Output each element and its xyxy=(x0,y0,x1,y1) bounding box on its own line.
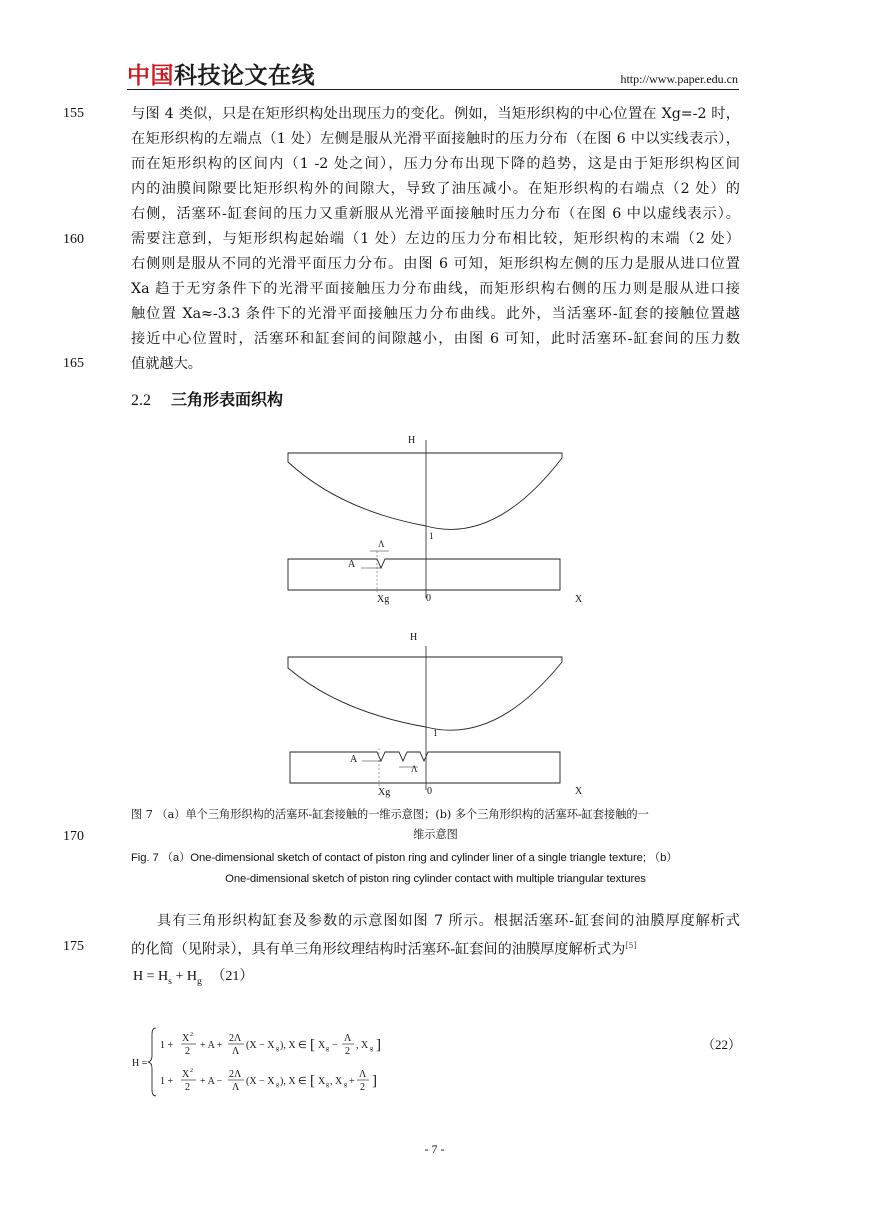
svg-text:X: X xyxy=(318,1076,326,1087)
svg-text:+ A −: + A − xyxy=(200,1076,223,1087)
figure-7a xyxy=(288,435,583,605)
svg-text:g: g xyxy=(326,1082,329,1088)
svg-text:Λ: Λ xyxy=(359,1069,367,1080)
body-line: 接近中心位置时，活塞环和缸套间的间隙越小，由图 6 可知，此时活塞环-缸套间的压力数 xyxy=(131,331,740,347)
x-axis-label: X xyxy=(575,786,583,797)
cylinder-liner xyxy=(288,559,560,590)
body-line: 值就越大。 xyxy=(131,356,202,372)
logo-dark-text: 科技论文在线 xyxy=(174,63,315,89)
site-logo xyxy=(127,62,315,90)
h-axis-label: H xyxy=(408,435,416,446)
svg-text:+ A +: + A + xyxy=(200,1040,223,1051)
eq22-row-2 xyxy=(160,1068,377,1093)
line-number: 165 xyxy=(63,356,84,371)
eq22-row-1 xyxy=(160,1032,381,1057)
equation-21 xyxy=(133,965,253,987)
body-line: 右侧则是服从不同的光滑平面压力分布。由图 6 可知，矩形织构左侧的压力是服从进口位置 xyxy=(131,256,740,272)
zero-label: 0 xyxy=(427,786,432,797)
line-number: 175 xyxy=(63,939,84,954)
figure-7 xyxy=(280,428,590,808)
header-divider xyxy=(127,89,739,90)
svg-text:), X ∈: ), X ∈ xyxy=(280,1040,307,1051)
eq22-label: （22） xyxy=(702,1037,742,1052)
lambda-label: Λ xyxy=(378,539,385,549)
xg-label: Xg xyxy=(378,787,391,798)
eq21-sub-s: s xyxy=(168,975,172,987)
cylinder-liner xyxy=(290,752,560,783)
body-line: 在矩形织构的左端点（1 处）左侧是服从光滑平面接触时的压力分布（在图 6 中以实线表示）， xyxy=(131,131,740,147)
svg-text:(X − X: (X − X xyxy=(246,1040,275,1051)
svg-text:1 +: 1 + xyxy=(160,1076,174,1087)
svg-text:, X: , X xyxy=(330,1076,343,1087)
eq21-label: （21） xyxy=(211,969,254,984)
marker-1: 1 xyxy=(429,531,434,541)
svg-text:Λ: Λ xyxy=(232,1046,240,1057)
header-url[interactable]: http://www.paper.edu.cn xyxy=(620,72,738,86)
eq21-sub-g: g xyxy=(196,975,202,987)
eq22-lhs: H = xyxy=(132,1058,148,1069)
marker-1: 1 xyxy=(433,728,438,738)
section-number: 2.2 xyxy=(131,392,151,409)
line-number: 160 xyxy=(63,232,84,247)
svg-text:2: 2 xyxy=(190,1068,193,1074)
lambda-label: Λ xyxy=(411,764,418,774)
svg-text:g: g xyxy=(276,1082,279,1088)
svg-text:−: − xyxy=(332,1040,338,1051)
svg-text:]: ] xyxy=(372,1073,377,1089)
svg-text:X: X xyxy=(182,1033,190,1044)
body-line: 触位置 Xa≈-3.3 条件下的光滑平面接触压力分布曲线。此外，当活塞环-缸套的接触位置越 xyxy=(131,306,740,322)
svg-text:g: g xyxy=(370,1046,373,1052)
x-axis-label: X xyxy=(575,594,583,605)
svg-text:g: g xyxy=(326,1046,329,1052)
section-heading xyxy=(131,389,283,412)
svg-text:, X: , X xyxy=(356,1040,369,1051)
eq21-lhs: H = H xyxy=(133,969,169,984)
piston-ring xyxy=(288,657,562,730)
a-label: A xyxy=(348,559,356,570)
svg-text:g: g xyxy=(276,1046,279,1052)
body-line: 与图 4 类似，只是在矩形织构处出现压力的变化。例如，当矩形织构的中心位置在 Xg=-2 时， xyxy=(131,106,740,122)
logo-red-text: 中国 xyxy=(127,63,174,89)
xg-label: Xg xyxy=(377,594,390,605)
svg-text:(X − X: (X − X xyxy=(246,1076,275,1087)
svg-text:2: 2 xyxy=(360,1082,365,1093)
eq21-plus: + H xyxy=(171,969,197,984)
svg-text:2: 2 xyxy=(345,1046,350,1057)
zero-label: 0 xyxy=(426,593,431,604)
svg-text:Λ: Λ xyxy=(232,1082,240,1093)
svg-text:]: ] xyxy=(376,1037,381,1053)
svg-text:+: + xyxy=(349,1076,355,1087)
brace xyxy=(148,1028,156,1096)
svg-text:1 +: 1 + xyxy=(160,1040,174,1051)
svg-text:2: 2 xyxy=(185,1046,190,1057)
body-line-text: 的化简（见附录），具有单三角形纹理结构时活塞环-缸套间的油膜厚度解析式为 xyxy=(131,941,626,958)
svg-text:g: g xyxy=(344,1082,347,1088)
svg-text:), X ∈: ), X ∈ xyxy=(280,1076,307,1087)
svg-text:[: [ xyxy=(310,1073,315,1089)
line-number: 170 xyxy=(63,829,84,844)
equation-22 xyxy=(130,1022,430,1102)
figure-caption-zh: 图 7 （a）单个三角形织构的活塞环-缸套接触的一维示意图；(b) 多个三角形织构的活塞环-缸套接触的一 xyxy=(131,808,649,821)
citation-ref[interactable]: [5] xyxy=(625,941,637,950)
h-axis-label: H xyxy=(410,632,418,643)
body-line: 而在矩形织构的区间内（1 -2 处之间），压力分布出现下降的趋势，这是由于矩形织构区间 xyxy=(131,156,740,172)
line-number: 155 xyxy=(63,106,84,121)
body-line xyxy=(131,936,740,960)
svg-text:2: 2 xyxy=(190,1032,193,1038)
page-number: - 7 - xyxy=(424,1142,445,1156)
svg-text:2: 2 xyxy=(185,1082,190,1093)
piston-ring xyxy=(288,453,562,529)
svg-text:X: X xyxy=(182,1069,190,1080)
a-label: A xyxy=(350,754,358,765)
figure-caption-en: Fig. 7 （a）One-dimensional sketch of contact of piston ring and cylinder liner of a single triangle texture; （b） xyxy=(131,852,678,864)
svg-text:[: [ xyxy=(310,1037,315,1053)
svg-text:Λ: Λ xyxy=(344,1033,352,1044)
svg-text:2Λ: 2Λ xyxy=(229,1033,242,1044)
body-line: 右侧，活塞环-缸套间的压力又重新服从光滑平面接触时压力分布（在图 6 中以虚线表示）。 xyxy=(131,206,740,222)
body-line: 内的油膜间隙要比矩形织构外的间隙大，导致了油压减小。在矩形织构的右端点（2 处）的 xyxy=(131,181,740,197)
body-line: 具有三角形织构缸套及参数的示意图如图 7 所示。根据活塞环-缸套间的油膜厚度解析式 xyxy=(157,913,740,929)
section-title: 三角形表面织构 xyxy=(171,390,284,409)
figure-7b xyxy=(288,632,583,798)
figure-caption-zh-cont: 维示意图 xyxy=(413,828,458,841)
body-line: Xa 趋于无穷条件下的光滑平面接触压力分布曲线，而矩形织构右侧的压力则是服从进口接 xyxy=(131,281,740,297)
svg-text:X: X xyxy=(318,1040,326,1051)
svg-text:2Λ: 2Λ xyxy=(229,1069,242,1080)
body-line: 需要注意到，与矩形织构起始端（1 处）左边的压力分布相比较，矩形织构的末端（2 处） xyxy=(131,231,740,247)
figure-caption-en-cont: One-dimensional sketch of piston ring cylinder contact with multiple triangular textures xyxy=(225,873,646,885)
